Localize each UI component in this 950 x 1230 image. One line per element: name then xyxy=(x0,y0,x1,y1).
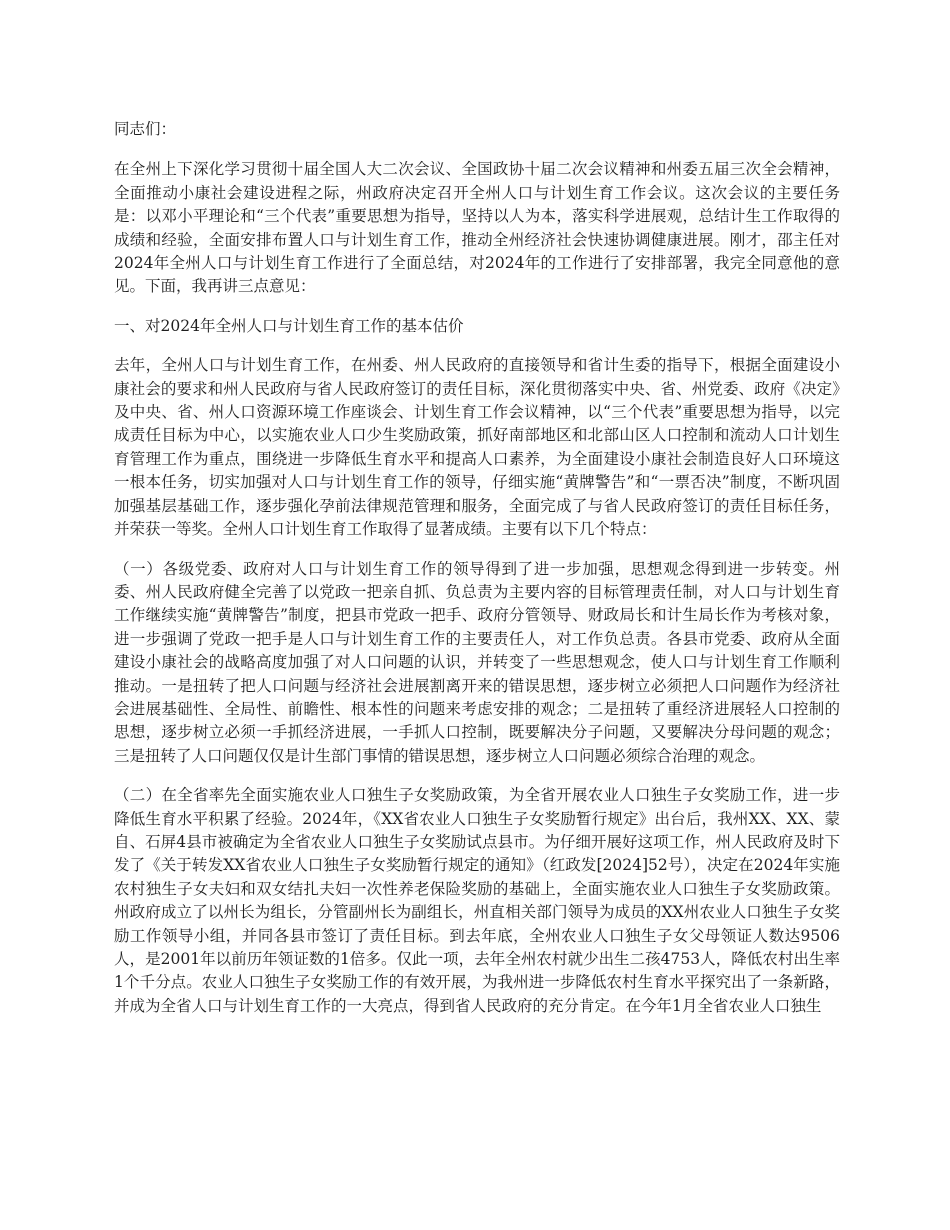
salutation: 同志们： xyxy=(114,120,177,138)
intro-paragraph: 在全州上下深化学习贯彻十届全国人大二次会议、全国政协十届二次会议精神和州委五届三次全会精神，全面推动小康社会建设进程之际，州政府决定召开全州人口与计划生育工作会议。这次会议的主要任务是：以邓小平理论和“三个代表”重要思想为指导，坚持以人为本，落实科学进展观，总结计生工作取得的成绩和经验，全面安排布置人口与计划生育工作，推动全州经济社会快速协调健康进展。刚才，邵主任对2024年全州人口与计划生育工作进行了全面总结，对2024年的工作进行了安排部署，我完全同意他的意见。下面，我再讲三点意见： xyxy=(114,160,840,296)
section-heading: 一、对2024年全州人口与计划生育工作的基本估价 xyxy=(114,316,464,335)
body-paragraph: （二）在全省率先全面实施农业人口独生子女奖励政策，为全省开展农业人口独生子女奖励工作，进一步降低生育水平积累了经验。2024年，《XX省农业人口独生子女奖励暂行规定》出台后，我州XX、XX、蒙自、石屏4县市被确定为全省农业人口独生子女奖励试点县市。为仔细开展好这项工作，州人民政府及时下发了《关于转发XX省农业人口独生子女奖励暂行规定的通知》（红政发[2024]52号），决定在2024年实施农村独生子女夫妇和双女结扎夫妇一次性养老保险奖励的基础上，全面实施农业人口独生子女奖励政策。州政府成立了以州长为组长，分管副州长为副组长，州直相关部门领导为成员的XX州农业人口独生子女奖励工作领导小组，并同各县市签订了责任目标。到去年底，全州农业人口独生子女父母领证人数达9506人，是2001年以前历年领证数的1倍多。仅此一项，去年全州农村就少出生二孩4753人，降低农村出生率1个千分点。农业人口独生子女奖励工作的有效开展，为我州进一步降低农村生育水平探究出了一条新路，并成为全省人口与计划生育工作的一大亮点，得到省人民政府的充分肯定。在今年1月全省农业人口独生 xyxy=(114,786,840,1015)
body-paragraph: （一）各级党委、政府对人口与计划生育工作的领导得到了进一步加强，思想观念得到进一步转变。州委、州人民政府健全完善了以党政一把亲自抓、负总责为主要内容的目标管理责任制，对人口与计划生育工作继续实施“黄牌警告”制度，把县市党政一把手、政府分管领导、财政局长和计生局长作为考核对象，进一步强调了党政一把手是人口与计划生育工作的主要责任人，对工作负总责。各县市党委、政府从全面建设小康社会的战略高度加强了对人口问题的认识，并转变了一些思想观念，使人口与计划生育工作顺利推动。一是扭转了把人口问题与经济社会进展割离开来的错误思想，逐步树立必须把人口问题作为经济社会进展基础性、全局性、前瞻性、根本性的问题来考虑安排的观念；二是扭转了重经济进展轻人口控制的思想，逐步树立必须一手抓经济进展，一手抓人口控制，既要解决分子问题，又要解决分母问题的观念；三是扭转了人口问题仅仅是计生部门事情的错误思想，逐步树立人口问题必须综合治理的观念。 xyxy=(114,559,840,765)
document-body xyxy=(114,118,840,1034)
body-paragraph: 去年，全州人口与计划生育工作，在州委、州人民政府的直接领导和省计生委的指导下，根据全面建设小康社会的要求和州人民政府与省人民政府签订的责任目标，深化贯彻落实中央、省、州党委、政府《决定》及中央、省、州人口资源环境工作座谈会、计划生育工作会议精神，以“三个代表”重要思想为指导，以完成责任目标为中心，以实施农业人口少生奖励政策，抓好南部地区和北部山区人口控制和流动人口计划生育管理工作为重点，围绕进一步降低生育水平和提高人口素养，为全面建设小康社会制造良好人口环境这一根本任务，切实加强对人口与计划生育工作的领导，仔细实施“黄牌警告”和“一票否决”制度，不断巩固加强基层基础工作，逐步强化孕前法律规范管理和服务，全面完成了与省人民政府签订的责任目标任务，并荣获一等奖。全州人口计划生育工作取得了显著成绩。主要有以下几个特点： xyxy=(114,356,840,539)
